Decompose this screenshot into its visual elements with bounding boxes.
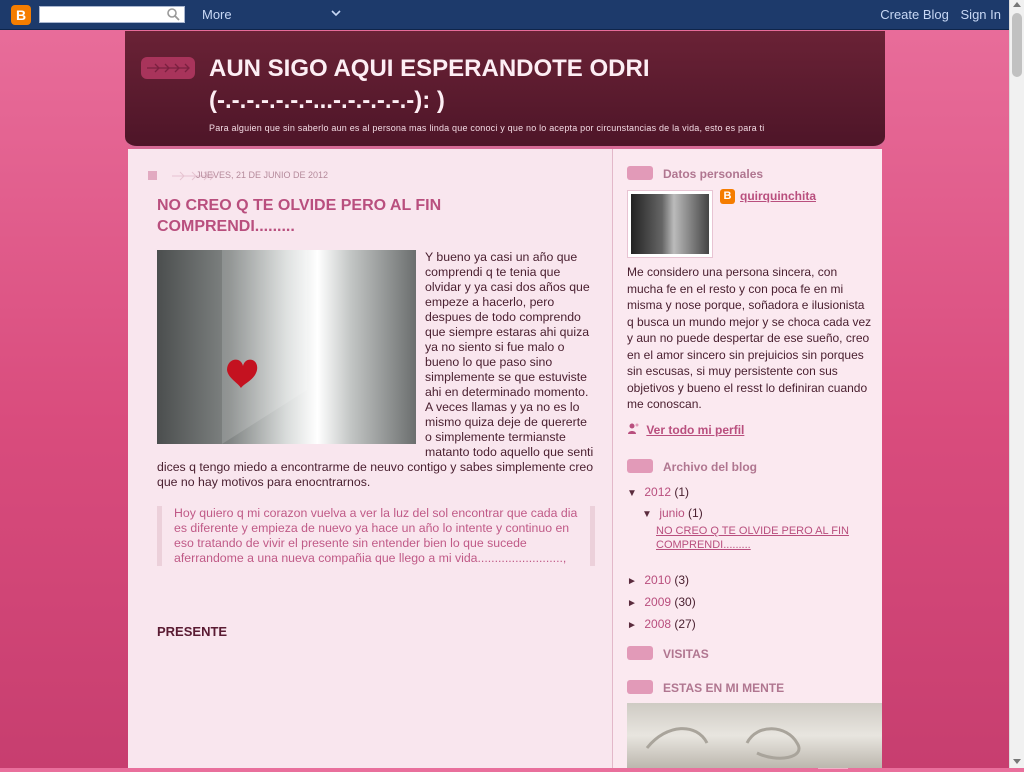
main-column [128,149,613,768]
arrows-decoration-icon [141,57,195,79]
profile-person-icon [627,423,639,435]
post-paragraph-1: Y bueno ya casi un año que comprendi q te tenia que olvidar y ya casi dos años que empeze a hacerlo, pero despues de todo comprendo que siempre estaras ahi quiza ya no siento si fue malo o bueno lo que paso sino simplemente se que estuviste ahi en determinado momento. [425,250,590,399]
archive-year-link[interactable]: 2009 [644,595,672,609]
scroll-down-icon[interactable] [1013,759,1021,764]
archive-count: (1) [674,485,690,499]
view-profile-link[interactable]: Ver todo mi perfil [646,423,745,437]
archive-toggle-icon[interactable]: ► [627,576,637,587]
scrollbar-thumb[interactable] [1012,13,1022,77]
content-area [128,149,882,768]
blog-description: Para alguien que sin saberlo aun es al persona mas linda que conoci y que no lo acepta por circunstancias de la vida, esto es para ti [209,123,765,133]
search-icon[interactable] [167,8,180,21]
archive-year-row[interactable] [627,482,877,504]
mind-image[interactable] [627,703,882,768]
blogger-logo-icon[interactable]: B [11,5,31,25]
post-subheading: PRESENTE [157,624,228,639]
blog-header [125,31,885,149]
archive-month-row[interactable] [642,504,877,524]
profile-about: Me considero una persona sincera, con mucha fe en el resto y con poca fe en mi misma y nose porque, soñadora e ilusionista q busca un mundo mejor y se choca cada vez y aun no puede despertar de ese sueño, creo en el amor sincero sin prejuicios sin porques sin escusas, si muy persistente con sus objetivos y bueno el resst lo definiran cuando me conoscan. [627,265,872,411]
archive-toggle-icon[interactable]: ► [627,620,637,631]
vertical-scrollbar[interactable] [1009,0,1024,768]
visitas-heading: VISITAS [663,647,709,661]
archive-count: (1) [688,506,703,520]
navbar-actions [872,7,1001,22]
archive-post-link[interactable]: NO CREO Q TE OLVIDE PERO AL FIN COMPRENDI......... [656,525,849,551]
mind-heading: ESTAS EN MI MENTE [663,681,785,695]
profile-heading: Datos personales [663,167,764,181]
archive-count: (30) [674,595,696,609]
post-date: JUEVES, 21 DE JUNIO DE 2012 [196,170,329,180]
header-tag-decoration [141,57,195,79]
blog-archive [627,482,877,636]
archive-year-link[interactable]: 2008 [644,617,672,631]
archive-year-row[interactable] [627,592,877,614]
post-body [157,250,594,490]
sidebar [613,149,882,768]
archive-toggle-icon[interactable]: ► [627,598,637,609]
view-profile[interactable] [627,423,744,437]
more-menu[interactable]: More [202,7,232,22]
archive-year-link[interactable]: 2010 [644,573,672,587]
archive-year-row[interactable] [627,614,877,636]
chevron-down-icon[interactable] [330,7,342,19]
archive-month-link[interactable]: junio [659,506,685,520]
archive-year-row[interactable] [627,570,877,592]
archive-count: (3) [674,573,690,587]
scroll-up-icon[interactable] [1013,2,1021,7]
blogger-profile-icon: B [720,189,735,204]
post-paragraph-2: A veces llamas y ya no es lo mismo quiza deje de quererte o simplemente termianste matanto todo aquello que senti dices q tengo miedo a encontrarme de neuvo contigo y sabes simplemente creo que no hay motivos para enocntrarnos. [157,400,594,489]
search-input[interactable] [39,6,185,23]
create-blog-link[interactable]: Create Blog [880,7,949,22]
archive-year-link[interactable]: 2012 [644,485,672,499]
post-title[interactable]: NO CREO Q TE OLVIDE PERO AL FIN COMPRENDI......... [157,197,442,235]
blogger-navbar [0,0,1024,30]
archive-toggle-icon[interactable]: ▼ [627,488,637,499]
archive-count: (27) [674,617,696,631]
archive-toggle-icon[interactable]: ▼ [642,509,652,520]
sand-writing-image-icon [627,703,882,768]
profile-name-link[interactable]: quirquinchita [740,189,816,203]
date-square-icon [148,171,157,180]
sign-in-link[interactable]: Sign In [960,7,1001,22]
blog-title[interactable]: AUN SIGO AQUI ESPERANDOTE ODRI (-.-.-.-.-.-.-...-.-.-.-.-.-): ) [209,55,650,114]
post-quote: Hoy quiero q mi corazon vuelva a ver la luz del sol encontrar que cada dia es diferente y empieza de nuevo ya hace un año lo intente y continuo en eso tratando de vivir el presente sin entender bien lo que sucede aferrandome a una nueva compañia que llego a mi vida........................., [157,506,595,566]
profile-avatar[interactable] [627,190,713,258]
archive-heading: Archivo del blog [663,460,758,474]
